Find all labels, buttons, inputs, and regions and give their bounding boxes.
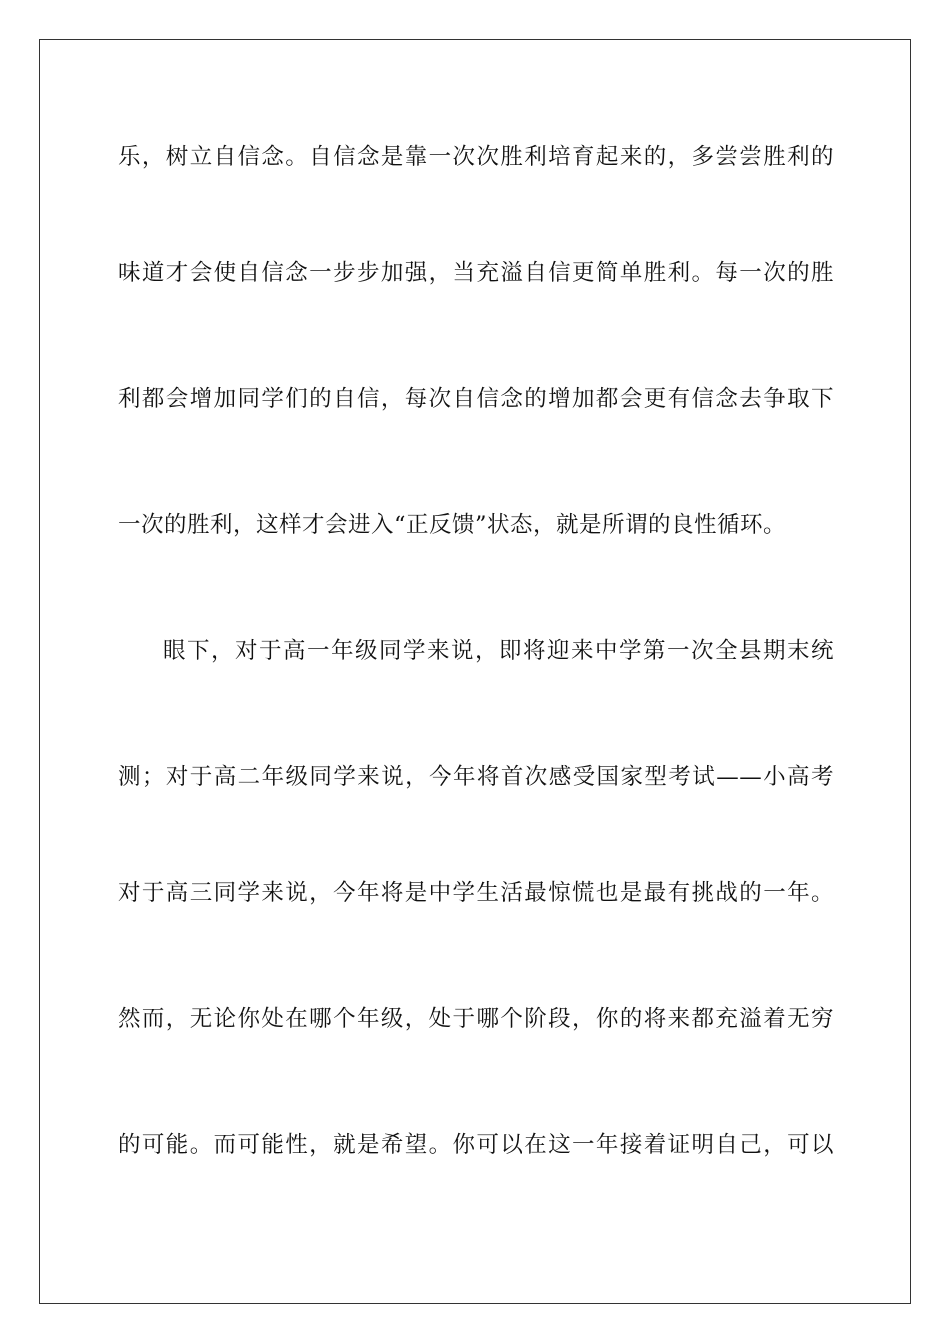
paragraph-line: 对于高三同学来说，今年将是中学生活最惊慌也是最有挑战的一年。 [118,880,834,906]
paragraph-line: 然而，无论你处在哪个年级，处于哪个阶段，你的将来都充溢着无穷 [118,1006,834,1032]
paragraph-line: 味道才会使自信念一步步加强，当充溢自信更简单胜利。每一次的胜 [118,260,834,286]
paragraph-line: 的可能。而可能性，就是希望。你可以在这一年接着证明自己，可以 [118,1132,834,1158]
paragraph-line: 一次的胜利，这样才会进入“正反馈”状态，就是所谓的良性循环。 [118,512,787,538]
paragraph-line: 乐，树立自信念。自信念是靠一次次胜利培育起来的，多尝尝胜利的 [118,144,834,170]
page-border [39,39,911,1304]
paragraph-line: 眼下，对于高一年级同学来说，即将迎来中学第一次全县期末统 [163,638,834,664]
paragraph-line: 利都会增加同学们的自信，每次自信念的增加都会更有信念去争取下 [118,386,834,412]
paragraph-line: 测；对于高二年级同学来说，今年将首次感受国家型考试——小高考 [118,764,834,790]
